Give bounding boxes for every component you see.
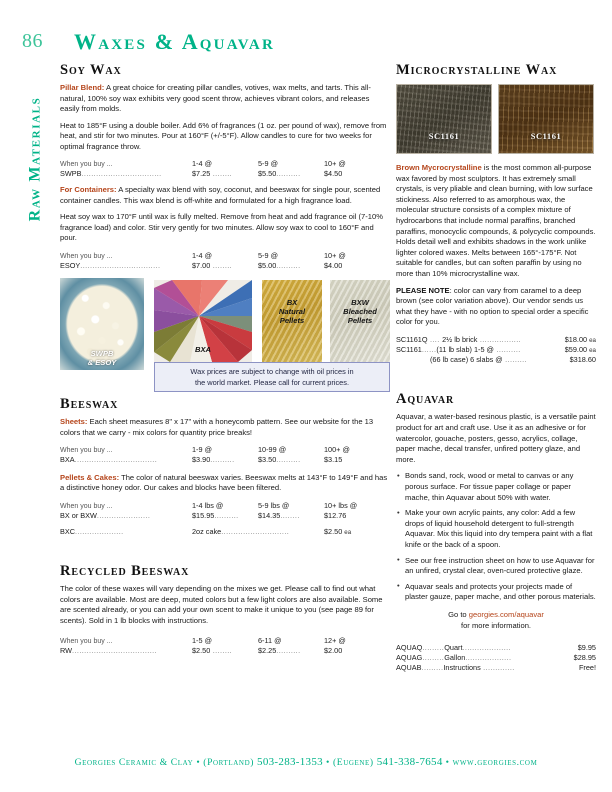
price-cell: $318.60 [569,354,596,364]
price-table-microcrystalline [396,334,596,365]
microcrystalline-lead: Brown Mycrocrystalline [396,163,482,172]
product-code: BXA.................................. [60,455,158,465]
for-containers-lead: For Containers: [60,184,117,194]
table-row [60,455,390,465]
note-body: : color can vary from caramel to a deep brown (see color variation above). Our vendor sends us what they have - with no option to special order a specific color for you. [396,285,589,327]
table-row-cake [60,520,390,537]
for-containers-paragraph [60,185,390,206]
photo-bxa-color-wheel [154,280,252,362]
table-header-row [60,159,390,169]
page-title: Waxes & Aquavar [74,29,275,54]
pillar-blend-lead: Pillar Blend: [60,83,105,92]
price-table-recycled-beeswax [60,635,390,655]
price-cell: $9.95 [577,642,596,652]
price-header-label: When you buy ... [60,447,113,455]
photo-caption-swpb: SWPB [90,349,114,359]
price-header-label: When you buy ... [60,637,113,645]
price-cell: $3.50.......... [258,455,301,465]
price-cell: $2.25.......... [258,646,301,656]
price-tier-2: 5-9 @ [258,250,278,260]
footer-sep-2: • [325,757,330,768]
photo-microcrystalline-swatch-1 [396,84,492,154]
price-cell: $4.00 [324,260,343,270]
price-cell: $2.00 [324,646,343,656]
photo-microcrystalline-swatch-2 [498,84,594,154]
table-row [60,510,390,520]
cake-price: $2.50 ea [324,527,352,537]
aquavar-intro: Aquavar, a water-based resinous plastic, is a versatile paint product for art and craft use. Use it as an adhesive or for watercolor, gouache, posters, gesso, acrylics, collage, paper mache, decal transfer, unfired pottery glaze, and more. [396,412,596,464]
microcrystalline-description [396,163,596,280]
table-header-row [60,635,390,645]
product-photo-row [60,278,390,387]
price-tier-2: 5-9 @ [258,159,278,169]
beeswax-pellets-cakes-lead: Pellets & Cakes: [60,472,120,482]
list-item: • Make your own acrylic paints, any color: Add a few drops of liquid household detergent to full-strength Aquavar. Mix this liquid into dry tempera paint with a flat knife or the back of a spoon. [396,508,596,550]
swatch-label-sc1161-b: SC1161 [530,132,562,141]
footer-portland-label: (Portland) [203,757,255,768]
footer-website: www.georgies.com [452,757,538,768]
price-header-label: When you buy ... [60,502,113,510]
price-tier-1: 1-5 @ [192,635,212,645]
table-row [396,642,596,652]
photo-caption-bx: BX Natural Pellets [278,298,306,326]
heading-beeswax: Beeswax [60,396,119,413]
footer-eugene-label: (Eugene) [332,757,374,768]
pillar-blend-paragraph [60,83,390,115]
aquavar-more-info [396,610,596,631]
price-cell: $59.00 ea [564,344,596,354]
pillar-blend-intro: A great choice for creating pillar candles, votives, wax melts, and tarts. This all-natural, 100% soy wax exhibits very good scent throw, achieves vibrant colors, and releases easily from molds. [60,83,371,114]
recycled-beeswax-text: The color of these waxes will vary depending on the mixes we get. Please call to find out what colors are available. Most are deep, muted colors but a few light colors are also available. Some are scented already, or you can add your own scent to make it unique to you (see page 89 for scents). Sold in 1 lb blocks with instructions. [60,584,383,625]
price-cell: $12.76 [324,510,347,520]
page-footer [0,756,612,768]
cake-description: 2oz cake............................ [192,527,290,537]
goto-suffix: for more information. [460,620,532,630]
heading-aquavar: Aquavar [396,391,455,408]
price-table-pillar-blend [60,159,390,179]
heading-recycled-beeswax: Recycled Beeswax [60,563,190,579]
table-header-row [60,500,390,510]
price-cell: Free! [578,663,596,673]
microcrystalline-note [396,286,596,328]
right-column [396,62,596,679]
table-header-row [60,250,390,260]
photo-bx-natural-pellets [262,280,322,362]
note-lead: PLEASE NOTE [396,285,450,295]
beeswax-sheets-paragraph [60,417,390,438]
page-number: 86 [22,30,43,52]
left-column [60,62,390,662]
price-header-label: When you buy ... [60,252,113,260]
photo-soy-pellets [60,278,144,370]
beeswax-pellets-cakes-paragraph [60,473,390,494]
aquavar-bullet-list [396,471,596,603]
heading-soy-wax: Soy Wax [60,62,122,78]
price-tier-3: 12+ @ [324,635,346,645]
product-code-cake: BXC.................... [60,527,124,537]
microcrystalline-photo-row [396,84,596,156]
beeswax-sheets-lead: Sheets: [60,417,88,427]
footer-portland-phone: 503-283-1353 [257,756,323,768]
list-item: • See our free instruction sheet on how to use Aquavar for an unfired, crystal clear, oven-cured protective glaze. [396,556,596,577]
table-row [396,663,596,673]
price-cell: $4.50 [324,169,343,179]
for-containers-instructions: Heat soy wax to 170°F until wax is fully melted. Remove from heat and add fragrance oil (7-10% fragrance load) and color. Stir very gently for two minutes. Allow soy wax to cool to 160°F and pour. [60,212,383,243]
pillar-blend-instructions: Heat to 185°F using a double boiler. Add 6% of fragrances (1 oz. per pound of wax), remove from heat, and stir for two minutes. Pour at 160°F (+/-5°F). Allow candles to cure for two weeks for optimal fragrance throw. [60,120,387,151]
for-containers-intro: A specialty wax blend with soy, coconut, and beeswax for single pour, scented container candles. This wax blend is off-white and formulated for a high fragrance load. [60,184,381,205]
price-cell: $5.00.......... [258,260,301,270]
price-cell: $2.50 ........ [192,646,233,656]
wax-price-notice [154,362,390,392]
table-row [396,334,596,344]
price-cell: $15.95.......... [192,510,239,520]
price-tier-3: 10+ lbs @ [324,500,358,510]
beeswax-sheets-text: Each sheet measures 8" x 17" with a honeycomb pattern. See our website for the 13 colors that we carry - mix colors for quantity price breaks! [60,417,374,437]
price-tier-1: 1-9 @ [192,445,212,455]
goto-prefix: Go to [448,609,469,619]
product-code: SWPB................................. [60,169,162,179]
microcrystalline-body: is the most common all-purpose wax favored by most sculptors. It has extremely small crystals, is very pliable and clean burning, with low surface stickiness. Also referred to as amorphous wax, the molecular structure consists of a complex mixture of hydrocarbons that include normal paraffins, branched paraffins, monocyclic compounds, & polycyclic compounds. Holds detail well and exhibits shadows in the work unlike lighter colored waxes. Melts between 165°-175°F. Not suitable for candles, but can soften paraffin by using no more than 10% microcrystalline wax. [396,163,596,278]
price-header-label: When you buy ... [60,161,113,169]
price-tier-1: 1-4 lbs @ [192,500,224,510]
table-row [396,354,596,364]
product-code: (66 lb case) 6 slabs @ ......... [430,354,527,364]
product-code: RW................................... [60,646,157,656]
price-tier-2: 10-99 @ [258,445,287,455]
aquavar-url-link[interactable]: georgies.com/aquavar [468,609,544,619]
price-cell: $7.25 ........ [192,169,233,179]
price-cell: $3.15 [324,455,343,465]
photo-bxw-bleached-pellets [330,280,390,362]
price-tier-2: 5-9 lbs @ [258,500,290,510]
product-code: BX or BXW...................... [60,510,151,520]
price-cell: $5.50.......... [258,169,301,179]
product-code: AQUAG.........Gallon................... [396,652,512,662]
price-table-for-containers [60,250,390,270]
product-code: SC1161Q .... 2½ lb brick ................. [396,334,522,344]
price-table-beeswax-pellets-cakes [60,500,390,537]
photo-caption-bxa: BXA [194,345,212,355]
table-header-row [60,444,390,454]
price-tier-2: 6-11 @ [258,635,282,645]
footer-sep-1: • [196,757,201,768]
table-row [396,344,596,354]
footer-company: Georgies Ceramic & Clay [74,757,194,768]
price-cell: $7.00 ........ [192,260,233,270]
notice-line-2: the world market. Please call for current prices. [194,377,350,387]
table-row [396,652,596,662]
footer-eugene-phone: 541-338-7654 [376,756,443,768]
price-cell: $28.95 [573,652,596,662]
product-code: AQUAQ.........Quart.................... [396,642,512,652]
table-row [60,169,390,179]
price-table-aquavar [396,642,596,673]
price-table-beeswax-sheets [60,444,390,464]
price-tier-3: 100+ @ [324,445,350,455]
swatch-label-sc1161-a: SC1161 [428,132,460,141]
notice-line-1: Wax prices are subject to change with oil prices in [190,367,354,377]
list-item: • Bonds sand, rock, wood or metal to canvas or any porous surface. For tissue paper collage or paper mache, thin Aquavar about 50% with water. [396,471,596,503]
heading-microcrystalline-wax: Microcrystalline Wax [396,62,558,78]
photo-caption-bxw: BXW Bleached Pellets [343,298,377,326]
price-cell: $18.00 ea [564,334,596,344]
price-tier-1: 1-4 @ [192,250,212,260]
price-tier-1: 1-4 @ [192,159,212,169]
table-row [60,646,390,656]
product-code: AQUAB.........Instructions ............. [396,663,515,673]
beeswax-pellets-cakes-text: The color of natural beeswax varies. Beeswax melts at 143°F to 149°F and has a distinctive honey odor. Our cakes and blocks have been filtered. [60,472,388,493]
price-tier-3: 10+ @ [324,250,346,260]
product-code: ESOY................................. [60,260,161,270]
section-tab-raw-materials: Raw Materials [26,96,44,222]
price-cell: $3.90.......... [192,455,235,465]
footer-sep-3: • [445,757,450,768]
price-tier-3: 10+ @ [324,159,346,169]
price-cell: $14.35........ [258,510,300,520]
table-row [60,260,390,270]
list-item: • Aquavar seals and protects your projects made of plaster gauze, paper mache, and other porous materials. [396,582,596,603]
photo-caption-esoy: & ESOY [87,358,117,368]
product-code: SC1161......(11 lb slab) 1-5 @ .......... [396,344,521,354]
